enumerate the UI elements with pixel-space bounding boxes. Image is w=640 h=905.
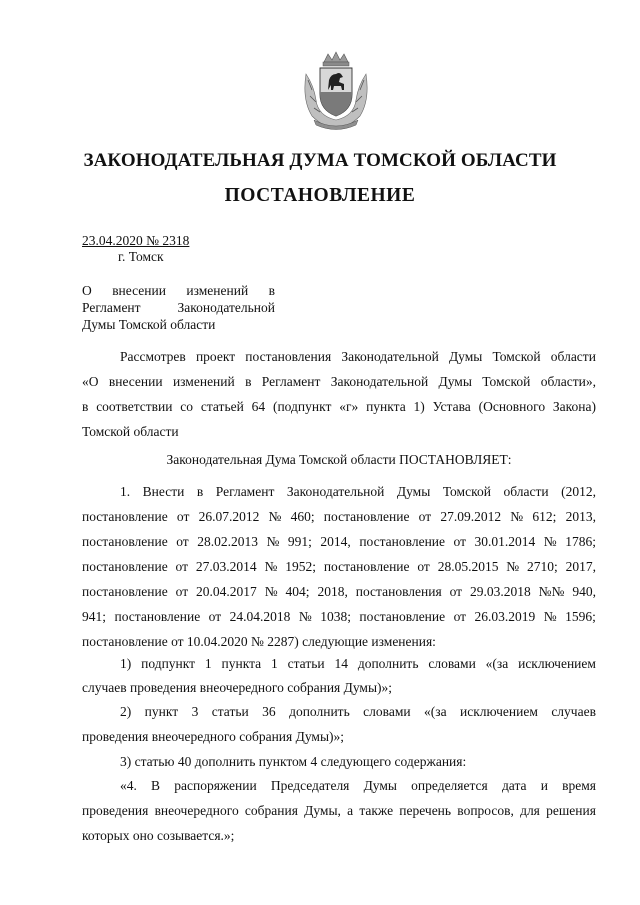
body-line: 1. Внести в Регламент Законодательной Думы Томской области (2012, <box>120 484 596 499</box>
body-line: проведения внеочередного собрания Думы)»; <box>82 729 345 744</box>
body-line: Томской области <box>82 424 179 439</box>
document-subject <box>82 282 275 333</box>
body-line: постановление от 10.04.2020 № 2287) следующие изменения: <box>82 634 436 649</box>
body-line: 1) подпункт 1 пункта 1 статьи 14 дополнить словами «(за исключением <box>120 656 596 671</box>
body-line: случаев проведения внеочередного собрания Думы)»; <box>82 680 393 695</box>
body-line: «4. В распоряжении Председателя Думы определяется дата и время <box>120 778 596 793</box>
body-line: 2) пункт 3 статьи 36 дополнить словами «(за исключением случаев <box>120 704 596 719</box>
city: г. Томск <box>118 249 164 264</box>
subject-line: О внесении изменений в <box>82 283 275 298</box>
body-line: проведения внеочередного собрания Думы, а также перечень вопросов, для решения <box>82 803 596 818</box>
body-line: которых оно созывается.»; <box>82 828 235 843</box>
subject-line: Думы Томской области <box>82 317 216 332</box>
coat-of-arms-icon <box>298 50 374 130</box>
body-line: Законодательная Дума Томской области ПОСТАНОВЛЯЕТ: <box>166 452 512 467</box>
organization-title: ЗАКОНОДАТЕЛЬНАЯ ДУМА ТОМСКОЙ ОБЛАСТИ <box>83 150 557 171</box>
date-number: 23.04.2020 № 2318 <box>82 233 190 248</box>
body-line: постановление от 20.04.2017 № 404; 2018, постановления от 29.03.2018 №№ 940, <box>82 584 596 599</box>
document-type-title: ПОСТАНОВЛЕНИЕ <box>224 185 416 206</box>
body-line: 941; постановление от 24.04.2018 № 1038; постановление от 26.03.2019 № 1596; <box>82 609 596 624</box>
body-line: постановление от 26.07.2012 № 460; постановление от 27.09.2012 № 612; 2013, <box>82 509 596 524</box>
body-line: Рассмотрев проект постановления Законодательной Думы Томской области <box>120 349 596 364</box>
subject-line: Регламент Законодательной <box>82 300 275 315</box>
body-line: постановление от 28.02.2013 № 991; 2014, постановление от 30.01.2014 № 1786; <box>82 534 596 549</box>
body-line: постановление от 27.03.2014 № 1952; постановление от 28.05.2015 № 2710; 2017, <box>82 559 596 574</box>
body-line: «О внесении изменений в Регламент Законодательной Думы Томской области», <box>82 374 596 389</box>
body-line: 3) статью 40 дополнить пунктом 4 следующего содержания: <box>120 754 467 769</box>
body-line: в соответствии со статьей 64 (подпункт «г» пункта 1) Устава (Основного Закона) <box>82 399 596 414</box>
